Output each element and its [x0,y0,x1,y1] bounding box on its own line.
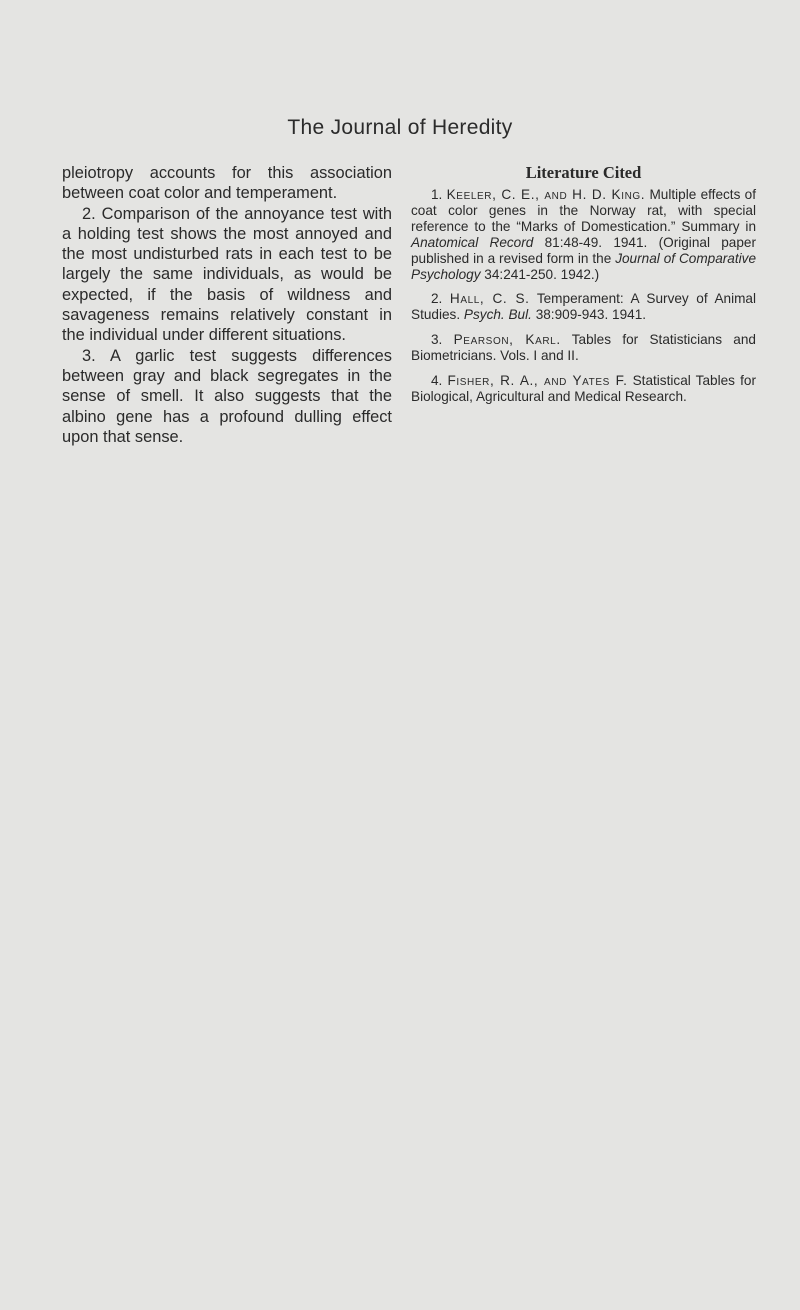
reference-4 [411,373,756,405]
reference-author: Keeler, C. E., and H. D. King. [446,187,646,202]
body-text-column [62,163,392,447]
literature-heading: Literature Cited [525,163,642,182]
paragraph-conclusion-3: 3. A garlic test suggests differences between gray and black segregates in the sense of smell. It also suggests that the albino gene has a profound dulling effect upon that sense. [62,346,392,446]
running-head: The Journal of Heredity [287,116,513,139]
reference-author: Hall, C. S. [449,291,530,307]
reference-number: 2. [431,291,443,307]
reference-text: 34:241-250. 1942.) [484,266,600,282]
reference-author: Fisher, R. A., and Yates F. [447,373,628,389]
reference-number: 3. [431,332,443,348]
reference-text: Multiple effects of coat color genes in the Norway rat, with special reference to the “Marks of Domestication.” Summary in [411,187,757,234]
reference-2 [411,291,756,323]
reference-journal: Anatomical Record [411,234,534,250]
paragraph-continuation: pleiotropy accounts for this association between coat color and temperament. [62,164,392,203]
reference-text: 38:909-943. 1941. [535,307,647,323]
reference-text: 81:48-49. 1941. (Original paper published in a revised form in the [411,234,756,266]
reference-text: Temperament: A Survey of Animal Studies. [411,291,757,323]
reference-number: 1. [431,187,443,202]
reference-text: Tables for Statisticians and Biometricians. Vols. I and II. [411,332,756,364]
literature-cited-section [411,163,756,414]
reference-journal: Psych. Bul. [463,307,532,323]
reference-author: Pearson, Karl. [453,332,561,348]
reference-text: Statistical Tables for Biological, Agricultural and Medical Research. [411,373,756,404]
reference-journal: Journal of Comparative Psychology [411,250,757,282]
reference-number: 4. [431,373,443,389]
reference-3 [411,332,756,364]
paragraph-conclusion-2: 2. Comparison of the annoyance test with a holding test shows the most annoyed and the most undisturbed rats in each test to be largely the same individuals, as would be expected, if the basis of wildness and savageness remains relatively constant in the individual under different situations. [62,204,392,345]
reference-1 [411,187,756,282]
